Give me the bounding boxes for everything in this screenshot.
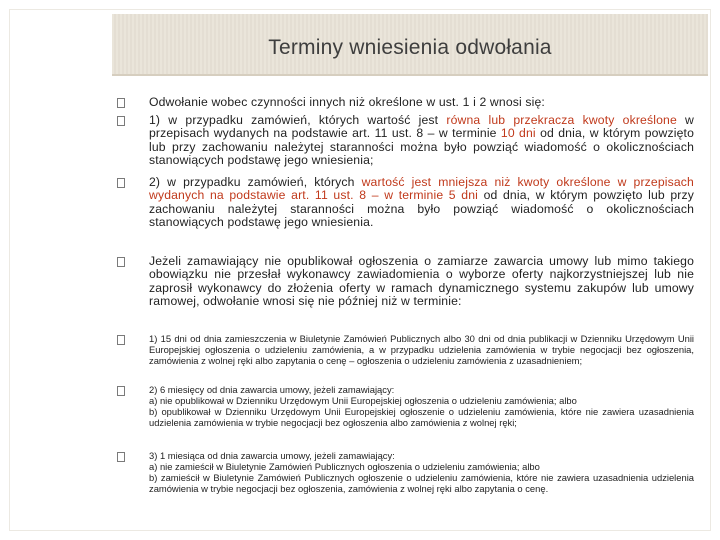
title-band [112, 14, 708, 76]
list-item-text [149, 450, 694, 494]
text-run: 1) w przypadku zamówień, których wartość jest [149, 113, 447, 127]
highlight-text: 10 dni [500, 126, 536, 141]
square-bullet-icon [117, 98, 125, 108]
text-line: 2) 6 miesięcy od dnia zawarcia umowy, jeżeli zamawiający: [149, 384, 395, 395]
list-item [128, 255, 694, 309]
list-item-text: Jeżeli zamawiający nie opublikował ogłoszenia o zamiarze zawarcia umowy lub mimo takiego obowiązku nie przesłał wykonawcy zawiadomienia o wyborze oferty najkorzystniejszej lub nie zaprosił wykonawcy do złożenia oferty w ramach dynamicznego systemu zakupów lub umowy ramowej, odwołanie wnosi się nie później niż w terminie: [149, 254, 694, 309]
text-line: b) zamieścił w Biuletynie Zamówień Publicznych ogłoszenie o udzieleniu zamówienia, które nie zawiera uzasadnienia udzielenia zamówienia w trybie negocjacji bez ogłoszenia, zamówienia z wolnej ręki albo zapytania o cenę. [149, 472, 694, 495]
list-item-text: 1) 15 dni od dnia zamieszczenia w Biuletynie Zamówień Publicznych albo 30 dni od dnia publikacji w Dzienniku Urzędowym Unii Europejskiej ogłoszenia o udzieleniu zamówienia, a w przypadku udzielenia zamówienia w trybie negocjacji bez ogłoszenia, zamówienia z wolnej ręki albo zapytania o cenę – ogłoszenia o udzieleniu zamówienia z uzasadnieniem; [149, 333, 694, 367]
square-bullet-icon [117, 335, 125, 345]
list-item-text [149, 176, 694, 230]
text-line: a) nie zamieścił w Biuletynie Zamówień Publicznych ogłoszenia o udzieleniu zamówienia; albo [149, 461, 540, 473]
square-bullet-icon [117, 257, 125, 267]
text-line: 3) 1 miesiąca od dnia zawarcia umowy, jeżeli zamawiający: [149, 450, 395, 461]
square-bullet-icon [117, 178, 125, 188]
text-run: 2) w przypadku zamówień, których [149, 175, 362, 189]
text-run: od dnia, w którym powzięto lub przy zachowaniu należytej staranności można było powziąć wiadomość o okolicznościach stanowiących podstawę jego wniesienia. [149, 188, 695, 230]
square-bullet-icon [117, 386, 125, 396]
text-line: a) nie opublikował w Dzienniku Urzędowym Unii Europejskiej ogłoszenia o udzieleniu zamówienia; albo [149, 395, 577, 407]
list-item-text [149, 114, 694, 168]
list-item-text: Odwołanie wobec czynności innych niż określone w ust. 1 i 2 wnosi się: [149, 95, 545, 109]
list-item [128, 114, 694, 168]
list-item-text [149, 384, 694, 428]
list-item [128, 96, 694, 109]
square-bullet-icon [117, 116, 125, 126]
text-run: od dnia, w którym powzięto lub przy zachowaniu należytej staranności można było powziąć wiadomość o okolicznościach stanowiących podstawę jego wniesienia; [149, 126, 694, 168]
slide-title: Terminy wniesienia odwołania [268, 36, 552, 59]
square-bullet-icon [117, 452, 125, 462]
highlight-text: wartość jest mniejsza niż kwoty określone w przepisach wydanych na podstawie art. 11 ust. 8 – w terminie 5 dni [149, 175, 694, 203]
list-item [128, 333, 694, 366]
text-run: w przepisach wydanych na podstawie art. 11 ust. 8 – w terminie [149, 113, 694, 141]
title-divider [112, 74, 708, 76]
highlight-text: równa lub przekracza kwoty określone [446, 113, 677, 127]
text-line: b) opublikował w Dzienniku Urzędowym Unii Europejskiej ogłoszenie o udzieleniu zamówienia, które nie zawiera uzasadnienia udzielenia zamówienia w trybie negocjacji bez ogłoszenia albo zamówienia z wolnej ręki; [149, 406, 694, 429]
list-item [128, 176, 694, 230]
list-item [128, 450, 694, 494]
list-item [128, 384, 694, 428]
